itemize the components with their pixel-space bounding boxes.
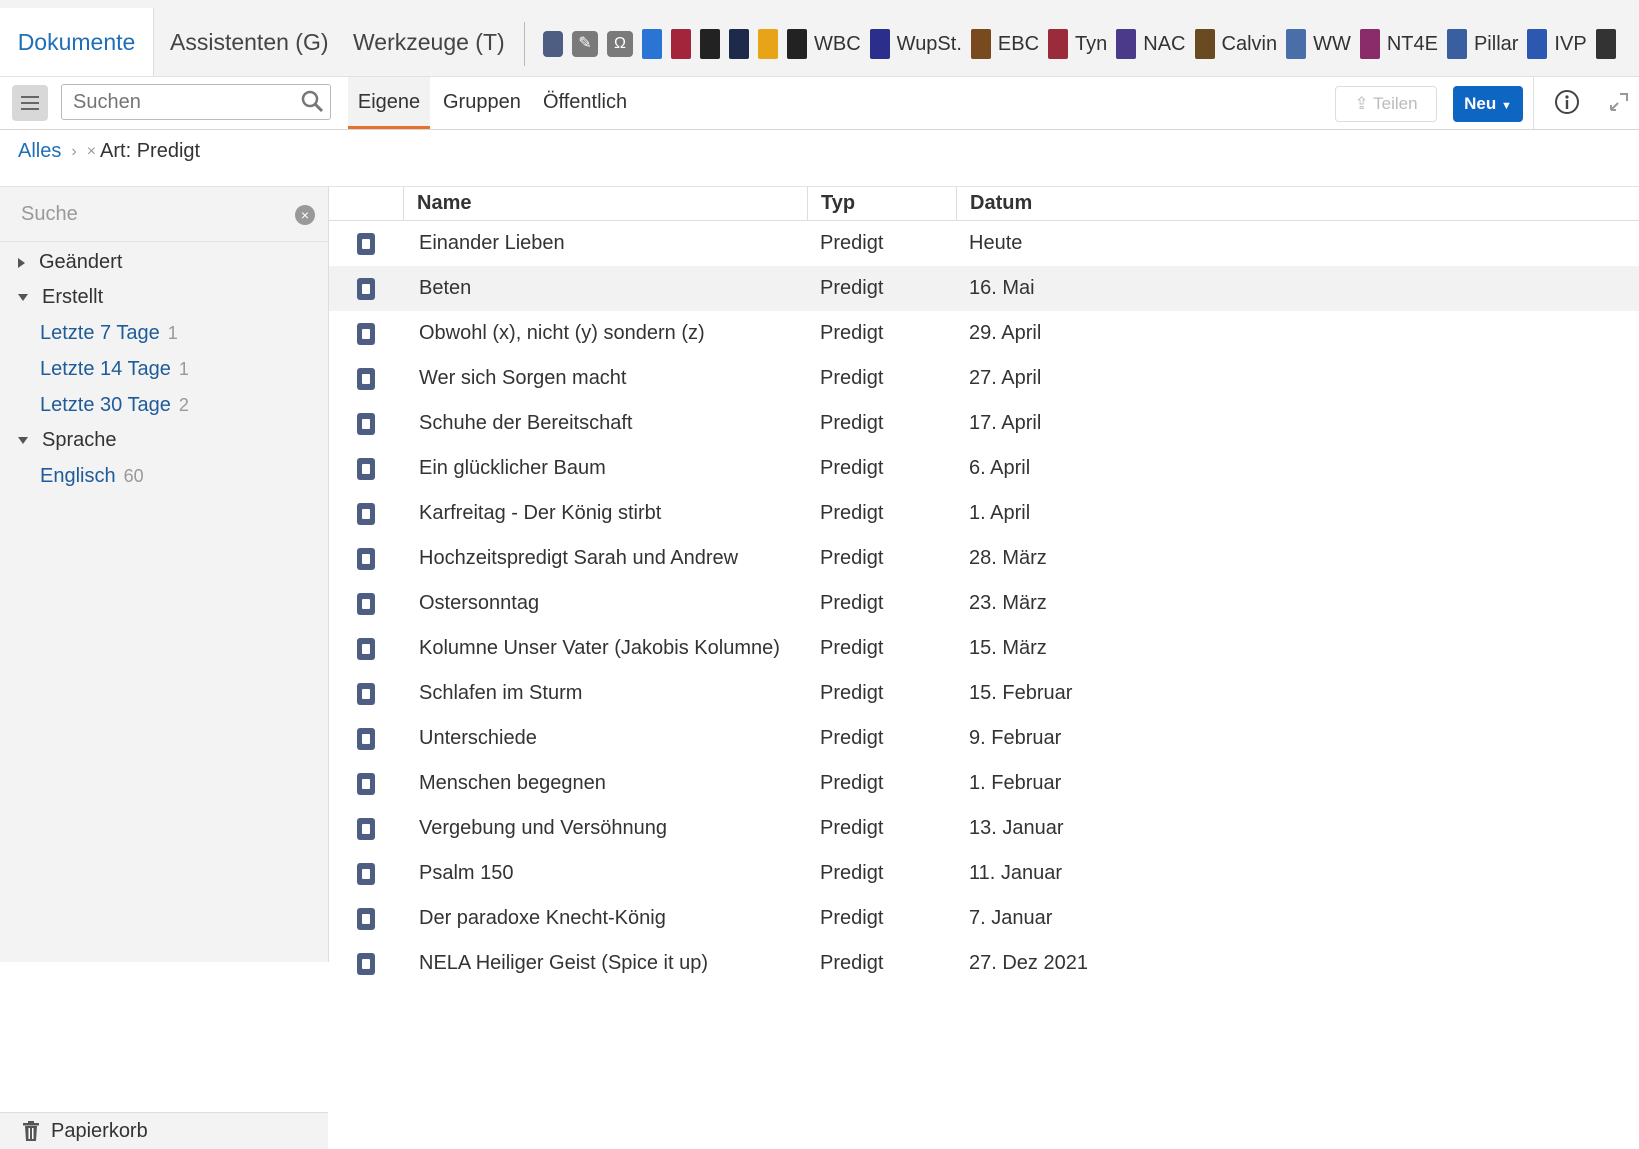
table-row[interactable] [329,356,1639,401]
filter-sidebar [0,186,329,1142]
table-row[interactable] [329,311,1639,356]
facet-item[interactable] [40,465,144,488]
cell-date: 23. März [969,592,1047,614]
cell-name: Psalm 150 [419,862,514,884]
calvin-book-icon [1195,29,1215,59]
shortcut-rgg-book[interactable] [729,29,749,59]
remove-filter-icon[interactable]: × [86,142,97,160]
expand-panel-icon[interactable] [1608,91,1630,113]
tool-icon: ✎ [572,31,598,57]
facet-item-label: Letzte 14 Tage [40,358,171,380]
shortcut-extra-book[interactable] [1596,29,1616,59]
breadcrumb-root-link[interactable]: Alles [18,140,62,162]
column-header-type[interactable]: Typ [807,187,951,220]
rgg-book-icon [729,29,749,59]
cell-name: Hochzeitspredigt Sarah und Andrew [419,547,739,569]
new-label: Neu [1464,94,1497,113]
sermon-document-icon [357,638,375,660]
shortcut-pillar-book[interactable] [1447,29,1518,59]
sermon-document-icon [357,683,375,705]
shortcut-nt4e-book[interactable] [1360,29,1438,59]
facet-item-count: 1 [178,359,189,379]
cell-name: Karfreitag - Der König stirbt [419,502,662,524]
tab-assistants[interactable]: Assistenten (G) [170,29,329,55]
caret-right-icon [18,258,25,268]
resource-shortcut-bar [543,26,1625,62]
document-icon [543,31,563,57]
shortcut-ebc-book[interactable] [971,29,1039,59]
cell-type: Predigt [820,232,884,254]
cell-date: 15. März [969,637,1047,659]
shortcut-label: Pillar [1473,32,1519,55]
shortcut-label: WBC [814,32,861,55]
facet-group-header[interactable] [18,286,103,309]
top-navigation-bar [0,0,1639,77]
shortcut-label: NT4E [1386,32,1438,55]
document-search-field[interactable] [61,84,331,120]
omega-icon: Ω [607,31,633,57]
breadcrumb [18,140,200,163]
cell-date: 7. Januar [969,907,1053,929]
cell-type: Predigt [820,502,884,524]
ivp-book-icon [1527,29,1547,59]
cell-type: Predigt [820,682,884,704]
shortcut-label: IVP [1554,32,1587,55]
sermon-document-icon [357,728,375,750]
cell-type: Predigt [820,277,884,299]
table-row[interactable] [329,581,1639,626]
clear-search-icon[interactable]: × [295,205,315,225]
trash-icon [22,1121,40,1141]
cell-type: Predigt [820,862,884,884]
documents-toolbar [0,77,1639,130]
sermon-document-icon [357,548,375,570]
cell-name: Der paradoxe Knecht-König [419,907,666,929]
shortcut-ww-book[interactable] [1286,29,1351,59]
cell-name: Ostersonntag [419,592,540,614]
cell-date: 13. Januar [969,817,1064,839]
shortcut-ivp-book[interactable] [1527,29,1586,59]
cell-name: Obwohl (x), nicht (y) sondern (z) [419,322,705,344]
facet-item[interactable] [40,358,189,381]
sermon-document-icon [357,413,375,435]
sermon-document-icon [357,503,375,525]
cell-type: Predigt [820,907,884,929]
facet-item-count: 2 [178,395,189,415]
cell-type: Predigt [820,772,884,794]
cell-date: 27. Dez 2021 [969,952,1088,974]
column-header-date[interactable]: Datum [956,187,1570,220]
cell-name: Wer sich Sorgen macht [419,367,627,389]
documents-table [329,186,1639,974]
yellow-blue-book-icon [758,29,778,59]
cell-name: Unterschiede [419,727,537,749]
cell-date: 17. April [969,412,1042,434]
cell-name: NELA Heiliger Geist (Spice it up) [419,952,709,974]
sidebar-toggle-button[interactable] [12,85,48,121]
table-row[interactable] [329,761,1639,806]
sermon-document-icon [357,863,375,885]
trash-label: Papierkorb [51,1120,148,1142]
cell-date: 27. April [969,367,1042,389]
caret-down-icon [18,437,28,444]
facet-item-count: 60 [123,466,144,486]
table-row[interactable] [329,806,1639,851]
search-input[interactable] [71,90,295,115]
trash-button[interactable] [0,1112,328,1149]
shortcut-tool[interactable] [572,31,598,57]
cell-date: 16. Mai [969,277,1035,299]
tab-tools[interactable]: Werkzeuge (T) [353,29,505,55]
sermon-document-icon [357,233,375,255]
table-header [329,187,1639,221]
caret-down-icon [18,294,28,301]
cell-date: Heute [969,232,1023,254]
shortcut-yellow-blue-book[interactable] [758,29,778,59]
table-row[interactable] [329,401,1639,446]
new-document-button[interactable] [1453,86,1523,122]
search-icon[interactable] [300,89,324,113]
cell-type: Predigt [820,637,884,659]
cell-type: Predigt [820,547,884,569]
facet-item[interactable] [40,322,178,345]
table-row[interactable] [329,446,1639,491]
sermon-document-icon [357,323,375,345]
shortcut-blue-book[interactable] [642,29,662,59]
toolbar-divider [1533,77,1534,129]
blue-book-icon [642,29,662,59]
shortcut-wupst-book[interactable] [870,29,962,59]
shortcut-omega[interactable] [607,31,633,57]
facet-item-label: Letzte 7 Tage [40,322,160,344]
cell-type: Predigt [820,952,884,974]
tab-own[interactable]: Eigene [348,77,430,129]
extra-book-icon [1596,29,1616,59]
cell-type: Predigt [820,817,884,839]
tab-public[interactable]: Öffentlich [543,91,628,113]
sermon-document-icon [357,908,375,930]
wupst-book-icon [870,29,890,59]
facet-item-count: 1 [167,323,178,343]
shortcut-nac-book[interactable] [1116,29,1185,59]
shortcut-label: Tyn [1075,32,1108,55]
sermon-document-icon [357,593,375,615]
cell-date: 6. April [969,457,1031,479]
shortcut-label: EBC [997,32,1040,55]
shortcut-label: Calvin [1221,32,1278,55]
black-yellow-book-icon [700,29,720,59]
cell-type: Predigt [820,457,884,479]
ebc-book-icon [971,29,991,59]
cell-name: Einander Lieben [419,232,565,254]
sermon-document-icon [357,368,375,390]
chevron-down-icon: ▼ [1500,100,1512,112]
cell-type: Predigt [820,367,884,389]
cell-date: 11. Januar [969,862,1063,884]
wbc-book-icon [787,29,807,59]
toolbar-divider [524,22,525,66]
cell-name: Ein glücklicher Baum [419,457,606,479]
table-row[interactable] [329,266,1639,311]
tyn-book-icon [1048,29,1068,59]
cell-type: Predigt [820,592,884,614]
sermon-document-icon [357,773,375,795]
facet-group-label: Geändert [39,251,123,273]
share-icon: ⇪ [1354,94,1369,113]
cell-date: 28. März [969,547,1047,569]
cell-date: 29. April [969,322,1042,344]
shortcut-tyn-book[interactable] [1048,29,1107,59]
table-row[interactable] [329,626,1639,671]
shortcut-black-yellow-book[interactable] [700,29,720,59]
facet-group-header[interactable] [18,429,117,452]
column-header-icon [329,187,402,220]
facet-item[interactable] [40,394,189,417]
tab-groups[interactable]: Gruppen [443,91,521,113]
shortcut-label: WupSt. [896,32,962,55]
red-book-icon [671,29,691,59]
cell-name: Schuhe der Bereitschaft [419,412,633,434]
facet-group-label: Sprache [42,429,117,451]
info-icon[interactable] [1554,89,1580,115]
facet-item-label: Letzte 30 Tage [40,394,171,416]
ww-book-icon [1286,29,1306,59]
facet-search-placeholder: Suche [21,203,78,225]
nac-book-icon [1116,29,1136,59]
cell-type: Predigt [820,727,884,749]
cell-name: Menschen begegnen [419,772,606,794]
shortcut-red-book[interactable] [671,29,691,59]
sermon-document-icon [357,818,375,840]
table-row[interactable] [329,491,1639,536]
table-row[interactable] [329,851,1639,896]
share-button[interactable] [1335,86,1437,122]
cell-date: 1. Februar [969,772,1062,794]
cell-name: Kolumne Unser Vater (Jakobis Kolumne) [419,637,780,659]
cell-name: Beten [419,277,472,299]
tab-documents[interactable]: Dokumente [0,8,154,76]
facet-item-label: Englisch [40,465,116,487]
facet-group-label: Erstellt [42,286,104,308]
cell-date: 15. Februar [969,682,1073,704]
table-row[interactable] [329,671,1639,716]
table-row[interactable] [329,221,1639,266]
shortcut-calvin-book[interactable] [1195,29,1278,59]
shortcut-wbc-book[interactable] [787,29,861,59]
cell-name: Vergebung und Versöhnung [419,817,667,839]
cell-date: 1. April [969,502,1031,524]
sermon-document-icon [357,458,375,480]
cell-name: Schlafen im Sturm [419,682,583,704]
cell-type: Predigt [820,322,884,344]
facet-search-field[interactable] [0,187,328,242]
table-row[interactable] [329,716,1639,761]
column-header-name[interactable]: Name [403,187,797,220]
chevron-right-icon: › [71,142,77,160]
sermon-document-icon [357,278,375,300]
nt4e-book-icon [1360,29,1380,59]
table-row[interactable] [329,941,1639,986]
cell-type: Predigt [820,412,884,434]
shortcut-label: WW [1313,32,1351,55]
shortcut-label: NAC [1143,32,1186,55]
cell-date: 9. Februar [969,727,1062,749]
table-row[interactable] [329,536,1639,581]
facet-group-header[interactable] [18,251,122,274]
shortcut-document[interactable] [543,31,563,57]
active-filter-label: Art: Predigt [100,140,201,162]
share-label: Teilen [1373,94,1418,113]
table-row[interactable] [329,896,1639,941]
sermon-document-icon [357,953,375,975]
pillar-book-icon [1447,29,1467,59]
